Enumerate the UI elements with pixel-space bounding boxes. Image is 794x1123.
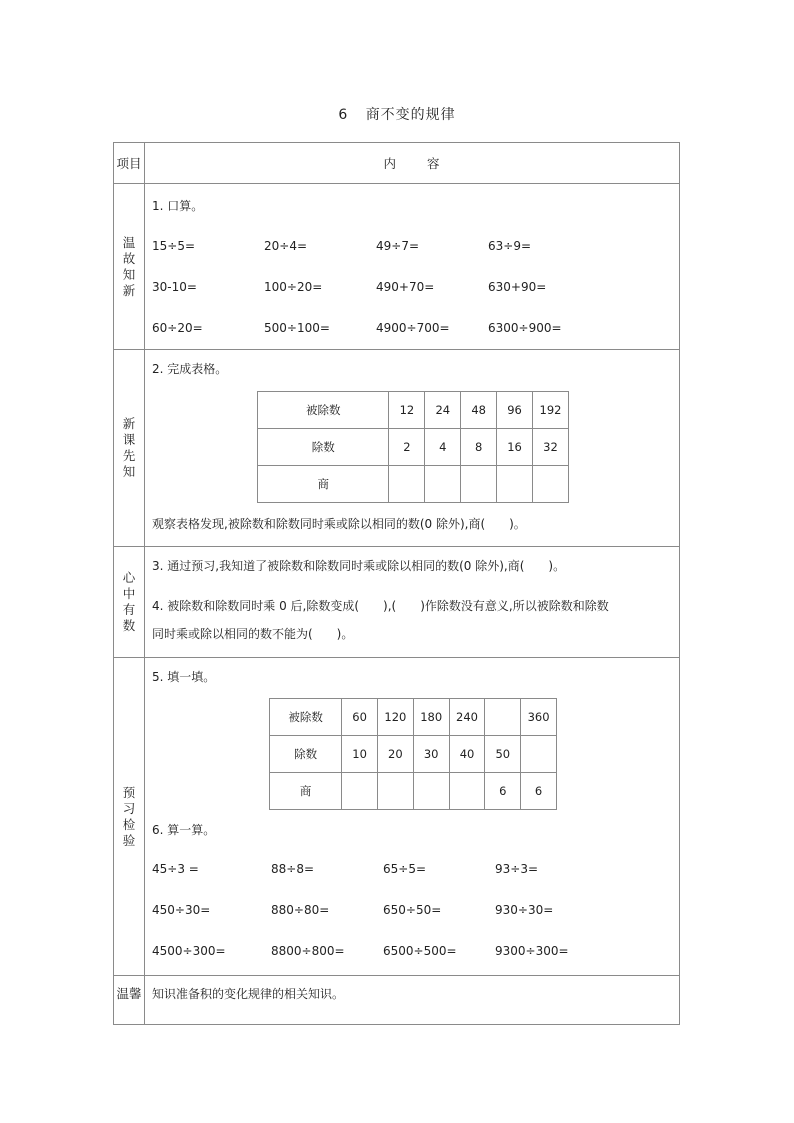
table-cell: 8 xyxy=(461,429,497,466)
row-label: 除数 xyxy=(270,736,342,773)
answer-cell[interactable] xyxy=(413,773,449,810)
observation-text: 观察表格发现,被除数和除数同时乘或除以相同的数(0 除外),商( )。 xyxy=(152,517,526,531)
problem: 490+70= xyxy=(376,280,435,294)
table-row xyxy=(270,773,557,810)
table-cell: 32 xyxy=(533,429,569,466)
tip-text: 知识准备积的变化规律的相关知识。 xyxy=(152,987,345,1001)
table-cell: 2 xyxy=(389,429,425,466)
heading-q1: 1. 口算。 xyxy=(152,199,204,213)
problem: 4500÷300= xyxy=(152,944,226,958)
lesson-number: 6 xyxy=(338,107,349,123)
section-label-review: 温故知新 xyxy=(114,184,145,350)
table-row xyxy=(258,466,569,503)
section-content-tip xyxy=(145,976,680,1025)
header-item-cell: 项目 xyxy=(114,143,145,184)
problem: 630+90= xyxy=(488,280,547,294)
answer-cell[interactable] xyxy=(485,699,521,736)
worksheet-table xyxy=(113,142,680,1025)
header-row xyxy=(114,143,680,184)
problem: 880÷80= xyxy=(271,903,330,917)
section-preview xyxy=(114,350,680,547)
answer-cell[interactable] xyxy=(342,773,378,810)
section-content-preview xyxy=(145,350,680,547)
problem: 49÷7= xyxy=(376,239,420,253)
answer-cell[interactable] xyxy=(461,466,497,503)
row-label: 商 xyxy=(270,773,342,810)
problem: 88÷8= xyxy=(271,862,315,876)
section-tip xyxy=(114,976,680,1025)
section-label-insight: 心中有数 xyxy=(114,547,145,658)
table-cell: 4 xyxy=(425,429,461,466)
problem: 63÷9= xyxy=(488,239,532,253)
row-label: 被除数 xyxy=(270,699,342,736)
problem: 9300÷300= xyxy=(495,944,569,958)
section-label-preview: 新课先知 xyxy=(114,350,145,547)
problem: 500÷100= xyxy=(264,321,330,335)
section-content-review xyxy=(145,184,680,350)
header-content-cell xyxy=(145,143,680,184)
answer-cell[interactable] xyxy=(533,466,569,503)
section-practice xyxy=(114,658,680,976)
table-row xyxy=(270,736,557,773)
problem: 93÷3= xyxy=(495,862,539,876)
header-content-a: 内 xyxy=(383,156,397,171)
problem: 650÷50= xyxy=(383,903,442,917)
table-cell: 6 xyxy=(485,773,521,810)
problem: 6300÷900= xyxy=(488,321,562,335)
problem: 30-10= xyxy=(152,280,197,294)
problem: 100÷20= xyxy=(264,280,323,294)
fill-table xyxy=(269,698,557,810)
table-cell: 10 xyxy=(342,736,378,773)
problem: 8800÷800= xyxy=(271,944,345,958)
table-cell: 20 xyxy=(377,736,413,773)
answer-cell[interactable] xyxy=(425,466,461,503)
table-cell: 12 xyxy=(389,392,425,429)
answer-cell[interactable] xyxy=(521,736,557,773)
section-content-practice xyxy=(145,658,680,976)
question-4-line1: 4. 被除数和除数同时乘 0 后,除数变成( ),( )作除数没有意义,所以被除数和除数 xyxy=(152,599,609,613)
page-title xyxy=(0,104,794,124)
quotient-table xyxy=(257,391,569,503)
section-insight xyxy=(114,547,680,658)
problem: 450÷30= xyxy=(152,903,211,917)
table-cell: 24 xyxy=(425,392,461,429)
problem: 45÷3 = xyxy=(152,862,199,876)
section-label-practice: 预习检验 xyxy=(114,658,145,976)
table-cell: 120 xyxy=(377,699,413,736)
table-cell: 360 xyxy=(521,699,557,736)
problem: 65÷5= xyxy=(383,862,427,876)
table-cell: 192 xyxy=(533,392,569,429)
answer-cell[interactable] xyxy=(389,466,425,503)
table-cell: 180 xyxy=(413,699,449,736)
section-review xyxy=(114,184,680,350)
problem: 60÷20= xyxy=(152,321,203,335)
heading-q6: 6. 算一算。 xyxy=(152,823,216,837)
row-label: 商 xyxy=(258,466,389,503)
answer-cell[interactable] xyxy=(449,773,485,810)
heading-q2: 2. 完成表格。 xyxy=(152,362,228,376)
table-row xyxy=(258,429,569,466)
table-row xyxy=(270,699,557,736)
lesson-title: 商不变的规律 xyxy=(365,107,456,123)
answer-cell[interactable] xyxy=(377,773,413,810)
question-4-line2: 同时乘或除以相同的数不能为( )。 xyxy=(152,627,354,641)
table-cell: 96 xyxy=(497,392,533,429)
table-cell: 240 xyxy=(449,699,485,736)
table-cell: 16 xyxy=(497,429,533,466)
answer-cell[interactable] xyxy=(497,466,533,503)
problem: 15÷5= xyxy=(152,239,196,253)
table-cell: 60 xyxy=(342,699,378,736)
problem: 4900÷700= xyxy=(376,321,450,335)
section-content-insight xyxy=(145,547,680,658)
problem: 6500÷500= xyxy=(383,944,457,958)
heading-q5: 5. 填一填。 xyxy=(152,670,216,684)
table-cell: 50 xyxy=(485,736,521,773)
row-label: 被除数 xyxy=(258,392,389,429)
table-cell: 30 xyxy=(413,736,449,773)
table-row xyxy=(258,392,569,429)
header-content-b: 容 xyxy=(427,156,441,171)
table-cell: 40 xyxy=(449,736,485,773)
table-cell: 48 xyxy=(461,392,497,429)
question-3: 3. 通过预习,我知道了被除数和除数同时乘或除以相同的数(0 除外),商( )。 xyxy=(152,559,566,573)
row-label: 除数 xyxy=(258,429,389,466)
problem: 930÷30= xyxy=(495,903,554,917)
problem: 20÷4= xyxy=(264,239,308,253)
section-label-tip: 温馨 xyxy=(114,976,145,1025)
table-cell: 6 xyxy=(521,773,557,810)
